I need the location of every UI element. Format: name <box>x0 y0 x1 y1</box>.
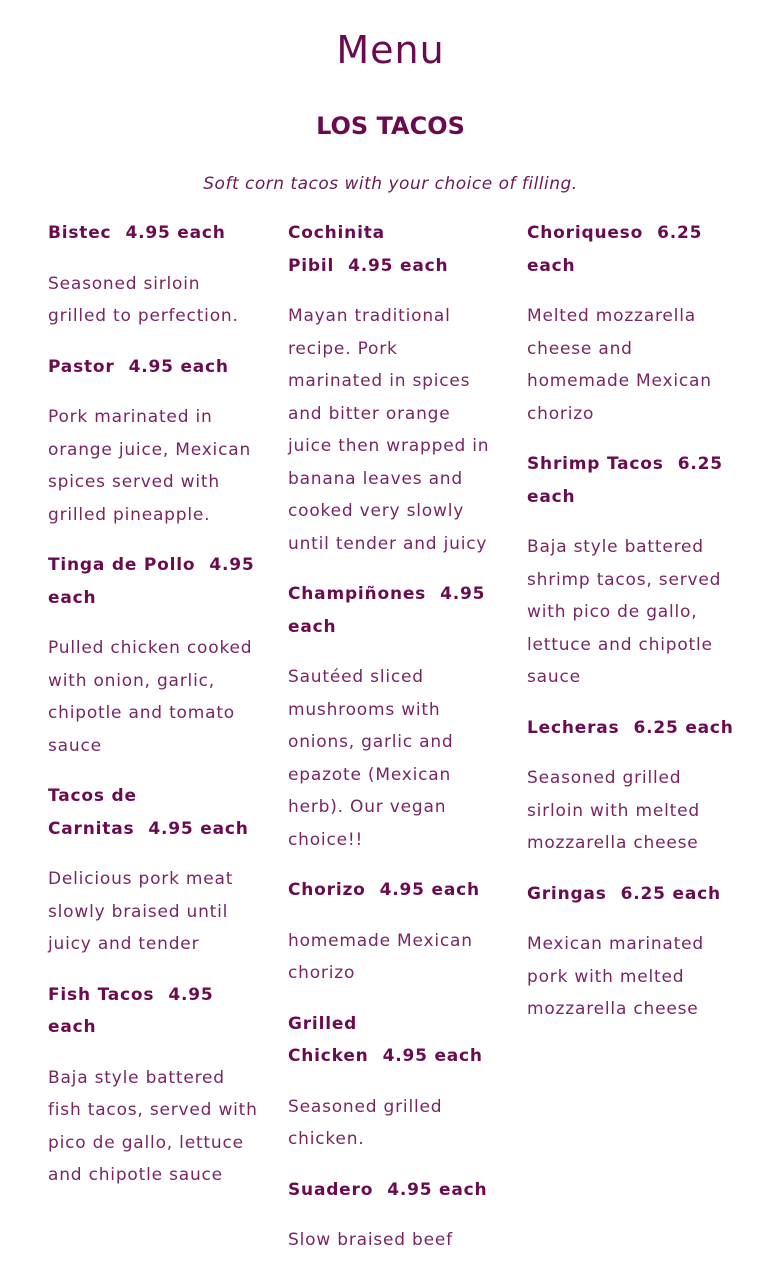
menu-item-description: Pork marinated in orange juice, Mexican spices served with grilled pineapple. <box>48 407 252 525</box>
item-price: 4.95 each <box>48 984 214 1037</box>
item-title: Choriqueso <box>527 223 644 243</box>
item-title: Pastor <box>48 356 115 377</box>
item-price: 4.95 each <box>48 555 255 608</box>
item-title: Suadero <box>288 1179 374 1200</box>
menu-item <box>288 217 493 560</box>
menu-item <box>288 874 493 990</box>
section-subtitle: Soft corn tacos with your choice of filling. <box>203 174 578 194</box>
item-price: 4.95 each <box>348 255 449 276</box>
menu-item-description: Sautéed sliced mushrooms with onions, garlic and epazote (Mexican herb). Our vegan choice!! <box>288 667 454 850</box>
item-title: Bistec <box>48 223 112 243</box>
section-title: LOS TACOS <box>316 112 465 140</box>
item-price: 4.95 each <box>288 584 486 637</box>
menu-column-1 <box>48 217 260 1210</box>
menu-item-name <box>48 351 260 384</box>
menu-item-name <box>288 1174 493 1207</box>
item-price: 4.95 each <box>148 818 249 839</box>
menu-item-description: Baja style battered shrimp tacos, served with pico de gallo, lettuce and chipotle sauce <box>527 537 722 687</box>
menu-item <box>527 217 739 430</box>
menu-item-description: Mexican marinated pork with melted mozzarella cheese <box>527 934 704 1019</box>
menu-item-name <box>288 874 493 907</box>
menu-item-description: Melted mozzarella cheese and homemade Mexican chorizo <box>527 306 712 424</box>
item-price: 4.95 each <box>387 1179 488 1200</box>
item-title: Cochinita Pibil <box>288 223 385 276</box>
menu-item <box>48 979 260 1192</box>
menu-item-description: homemade Mexican chorizo <box>288 930 473 983</box>
item-price: 4.95 each <box>382 1046 483 1066</box>
menu-item <box>48 217 260 333</box>
menu-item <box>288 1008 493 1156</box>
menu-item-name <box>48 979 260 1044</box>
item-title: Gringas <box>527 883 607 904</box>
menu-item-description: Mayan traditional recipe. Pork marinated in spices and bitter orange juice then wrapped in banana leaves and cooked very slowly until tender and juicy <box>288 306 490 554</box>
menu-column-2 <box>288 217 493 1275</box>
menu-item-description: Seasoned sirloin grilled to perfection. <box>48 273 239 326</box>
item-price: 4.95 each <box>125 223 226 243</box>
menu-item <box>48 780 260 961</box>
menu-item <box>527 712 739 860</box>
item-title: Fish Tacos <box>48 984 155 1005</box>
item-price: 4.95 each <box>128 356 229 377</box>
item-title: Champiñones <box>288 584 427 604</box>
item-price: 6.25 each <box>527 223 703 276</box>
menu-item <box>48 351 260 532</box>
item-price: 4.95 each <box>379 880 480 900</box>
menu-column-3 <box>527 217 739 1044</box>
menu-item-name <box>48 780 260 845</box>
menu-item-name <box>288 1008 493 1073</box>
menu-item-name <box>48 549 260 614</box>
item-price: 6.25 each <box>527 454 723 507</box>
item-title: Lecheras <box>527 717 620 738</box>
menu-item-description: Baja style battered fish tacos, served with pico de gallo, lettuce and chipotle sauce <box>48 1067 258 1185</box>
menu-item-name <box>527 448 739 513</box>
menu-item-name <box>288 578 493 643</box>
item-title: Tacos de Carnitas <box>48 786 137 839</box>
item-price: 6.25 each <box>620 883 721 904</box>
menu-item-name <box>288 217 493 282</box>
menu-item-description: Seasoned grilled chicken. <box>288 1096 443 1149</box>
menu-item <box>527 448 739 694</box>
item-title: Grilled Chicken <box>288 1013 369 1066</box>
menu-item-description: Slow braised beef <box>288 1230 453 1250</box>
menu-item-description: Delicious pork meat slowly braised until juicy and tender <box>48 869 234 954</box>
item-title: Chorizo <box>288 880 366 900</box>
menu-item <box>527 878 739 1026</box>
menu-item-description: Pulled chicken cooked with onion, garlic, chipotle and tomato sauce <box>48 638 253 756</box>
item-price: 6.25 each <box>633 717 734 738</box>
menu-item-name <box>48 217 260 250</box>
menu-item <box>288 578 493 856</box>
menu-item <box>48 549 260 762</box>
page-title: Menu <box>336 28 445 72</box>
item-title: Shrimp Tacos <box>527 454 664 474</box>
item-title: Tinga de Pollo <box>48 555 196 575</box>
menu-item-name <box>527 712 739 745</box>
menu-item-name <box>527 878 739 911</box>
menu-item <box>288 1174 493 1257</box>
menu-item-description: Seasoned grilled sirloin with melted mozzarella cheese <box>527 768 700 853</box>
menu-item-name <box>527 217 739 282</box>
